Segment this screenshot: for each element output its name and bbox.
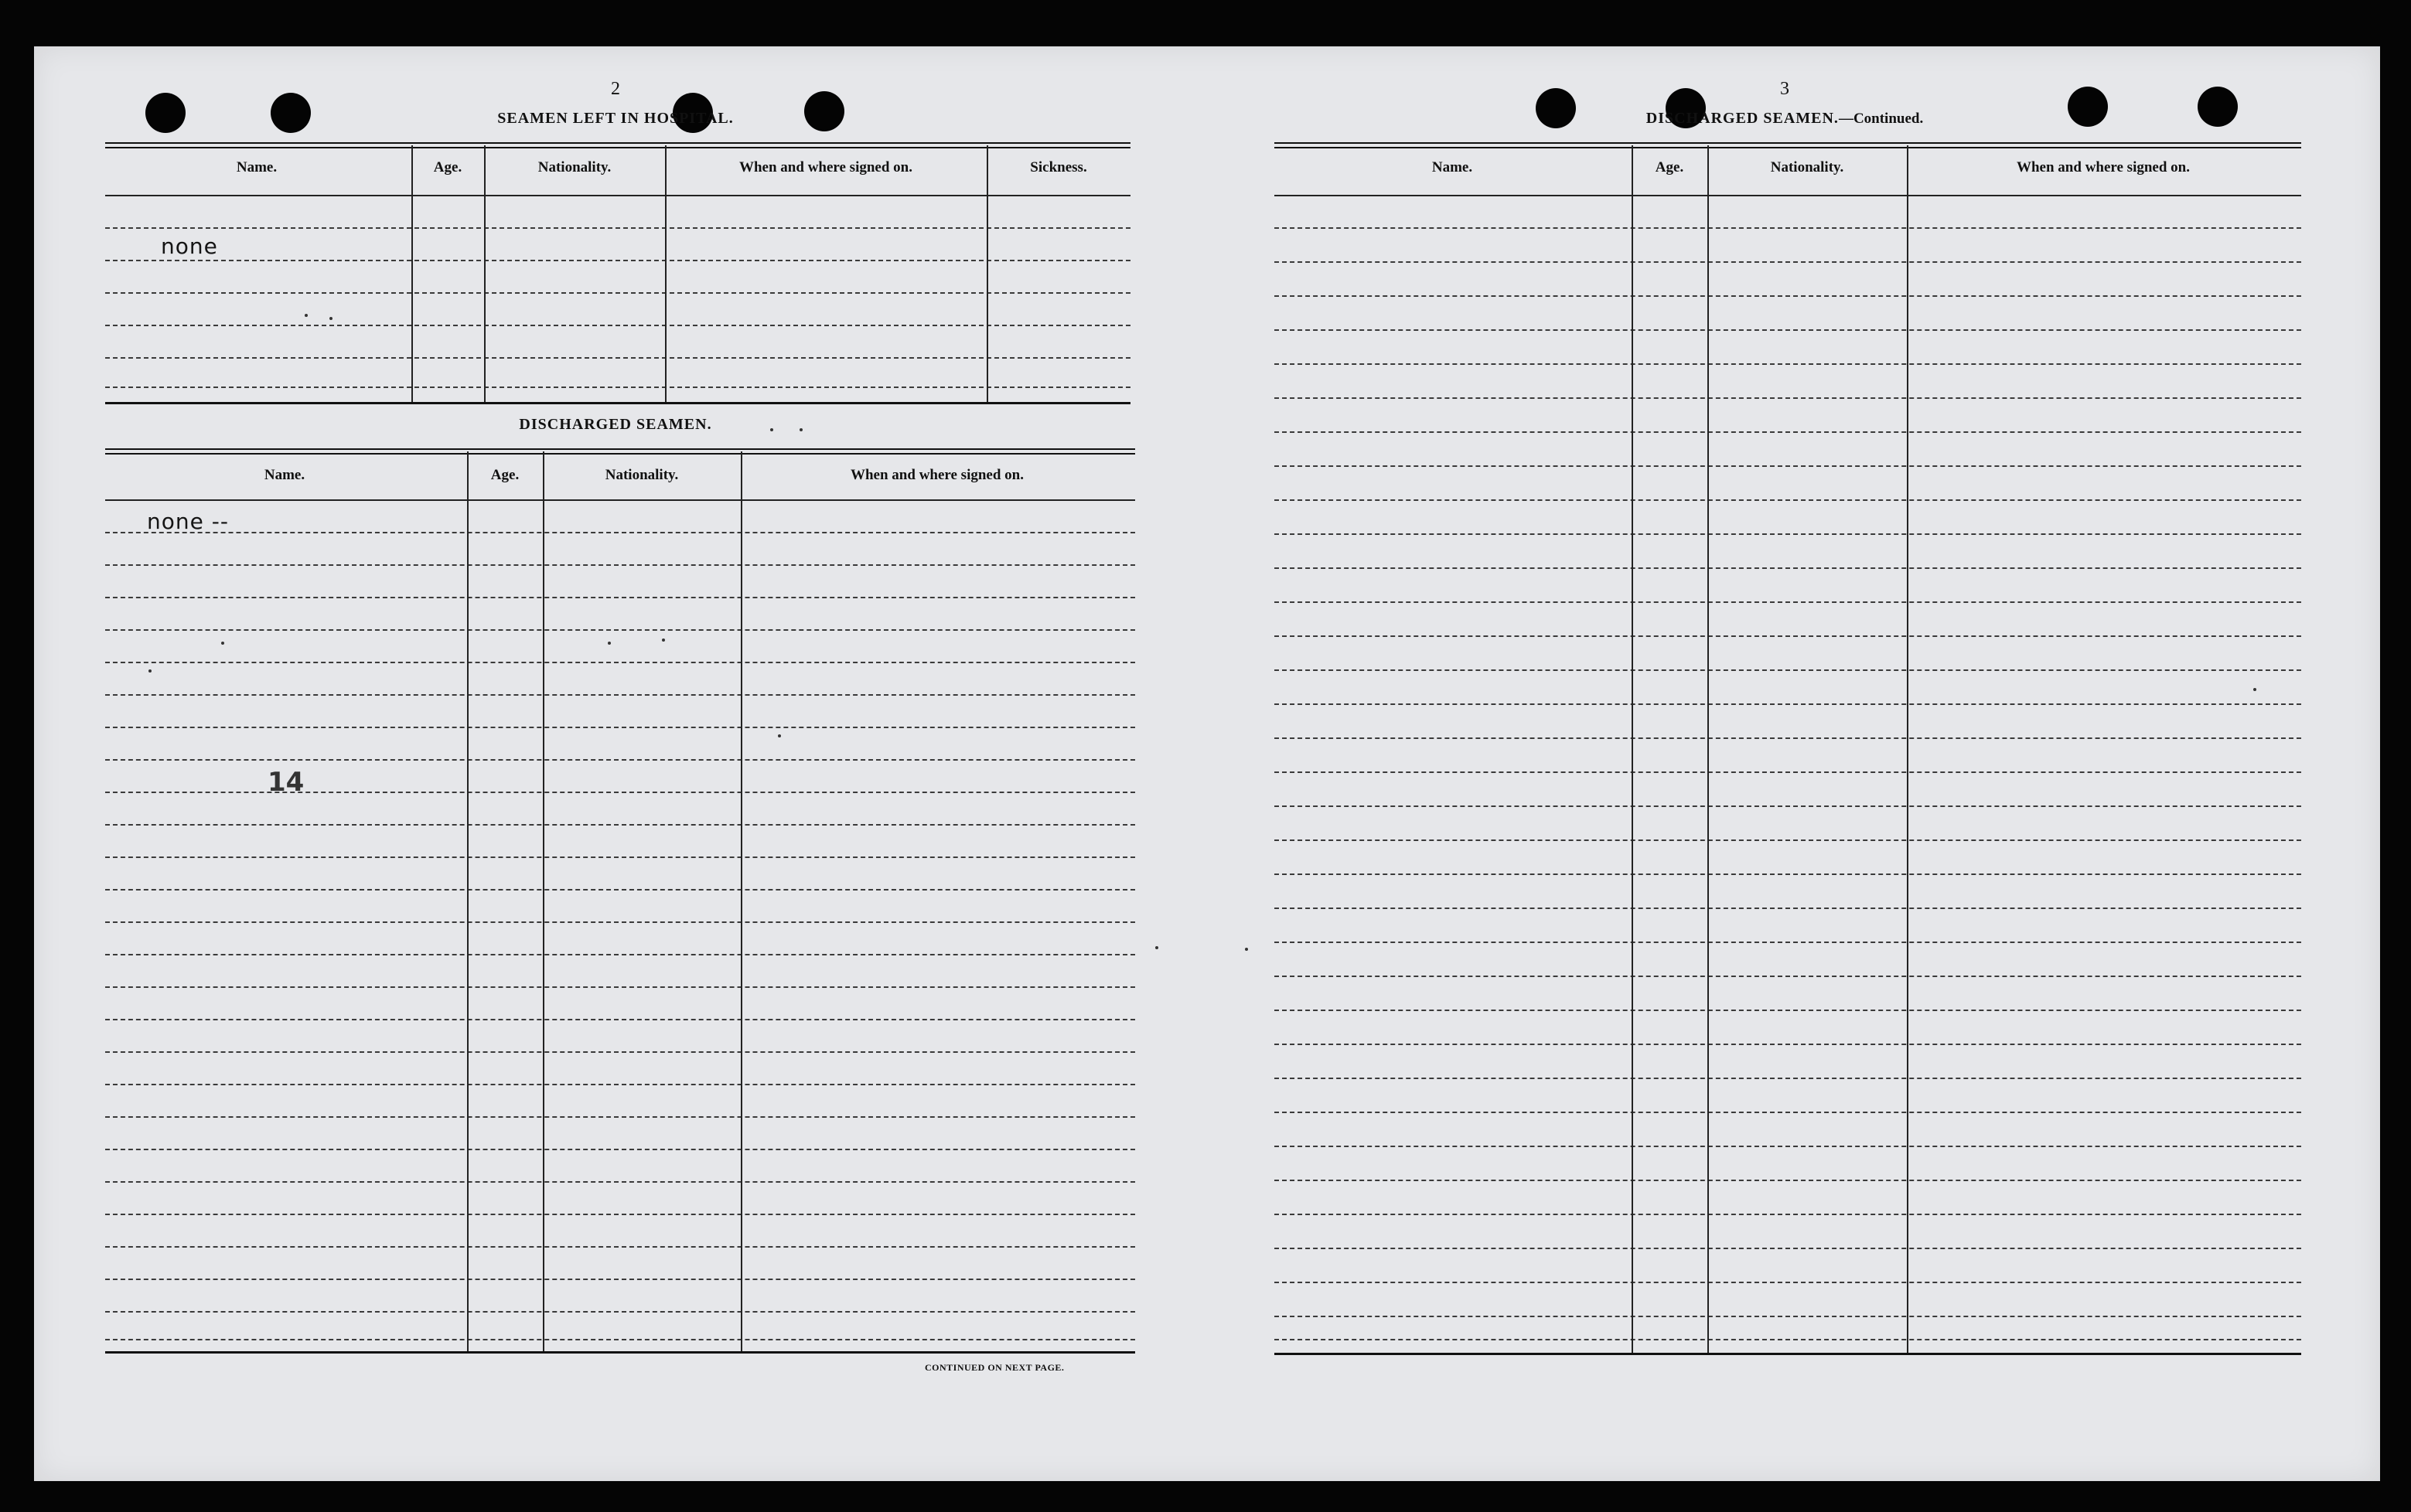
continued-col-name: Name.: [1431, 159, 1473, 175]
punch-hole: [271, 93, 311, 133]
discharged-col-signed-on: When and where signed on.: [850, 467, 1025, 483]
hospital-table: [105, 142, 1130, 405]
discharged-entry: none --: [147, 509, 229, 534]
punch-hole: [2068, 87, 2108, 127]
page-number-left: 2: [611, 79, 620, 99]
discharged-table-right: [1274, 142, 2301, 1357]
punch-hole: [1536, 88, 1576, 128]
continued-note: CONTINUED ON NEXT PAGE.: [925, 1362, 1065, 1373]
margin-mark: 14: [268, 767, 305, 798]
discharged-col-nationality: Nationality.: [605, 467, 679, 483]
title-suffix: —Continued.: [1838, 111, 1924, 127]
punch-hole: [804, 91, 844, 131]
hospital-entry: none: [161, 233, 218, 259]
hospital-col-signed-on: When and where signed on.: [738, 159, 913, 175]
continued-col-nationality: Nationality.: [1770, 159, 1844, 175]
continued-col-signed-on: When and where signed on.: [2016, 159, 2191, 175]
punch-hole: [145, 93, 186, 133]
discharged-table-left: [105, 448, 1135, 1354]
hospital-col-name: Name.: [236, 159, 278, 175]
discharged-col-name: Name.: [264, 467, 305, 483]
title-main: DISCHARGED SEAMEN.: [1645, 110, 1839, 127]
punch-hole: [2198, 87, 2238, 127]
hospital-col-age: Age.: [433, 159, 462, 175]
discharged-continued-title: [1646, 110, 1923, 128]
continued-col-age: Age.: [1655, 159, 1684, 175]
hospital-col-sickness: Sickness.: [1030, 159, 1087, 175]
hospital-col-nationality: Nationality.: [537, 159, 612, 175]
discharged-section-title: DISCHARGED SEAMEN.: [519, 416, 712, 433]
hospital-section-title: SEAMEN LEFT IN HOSPITAL.: [497, 110, 734, 127]
discharged-col-age: Age.: [490, 467, 520, 483]
page-number-right: 3: [1780, 79, 1789, 99]
